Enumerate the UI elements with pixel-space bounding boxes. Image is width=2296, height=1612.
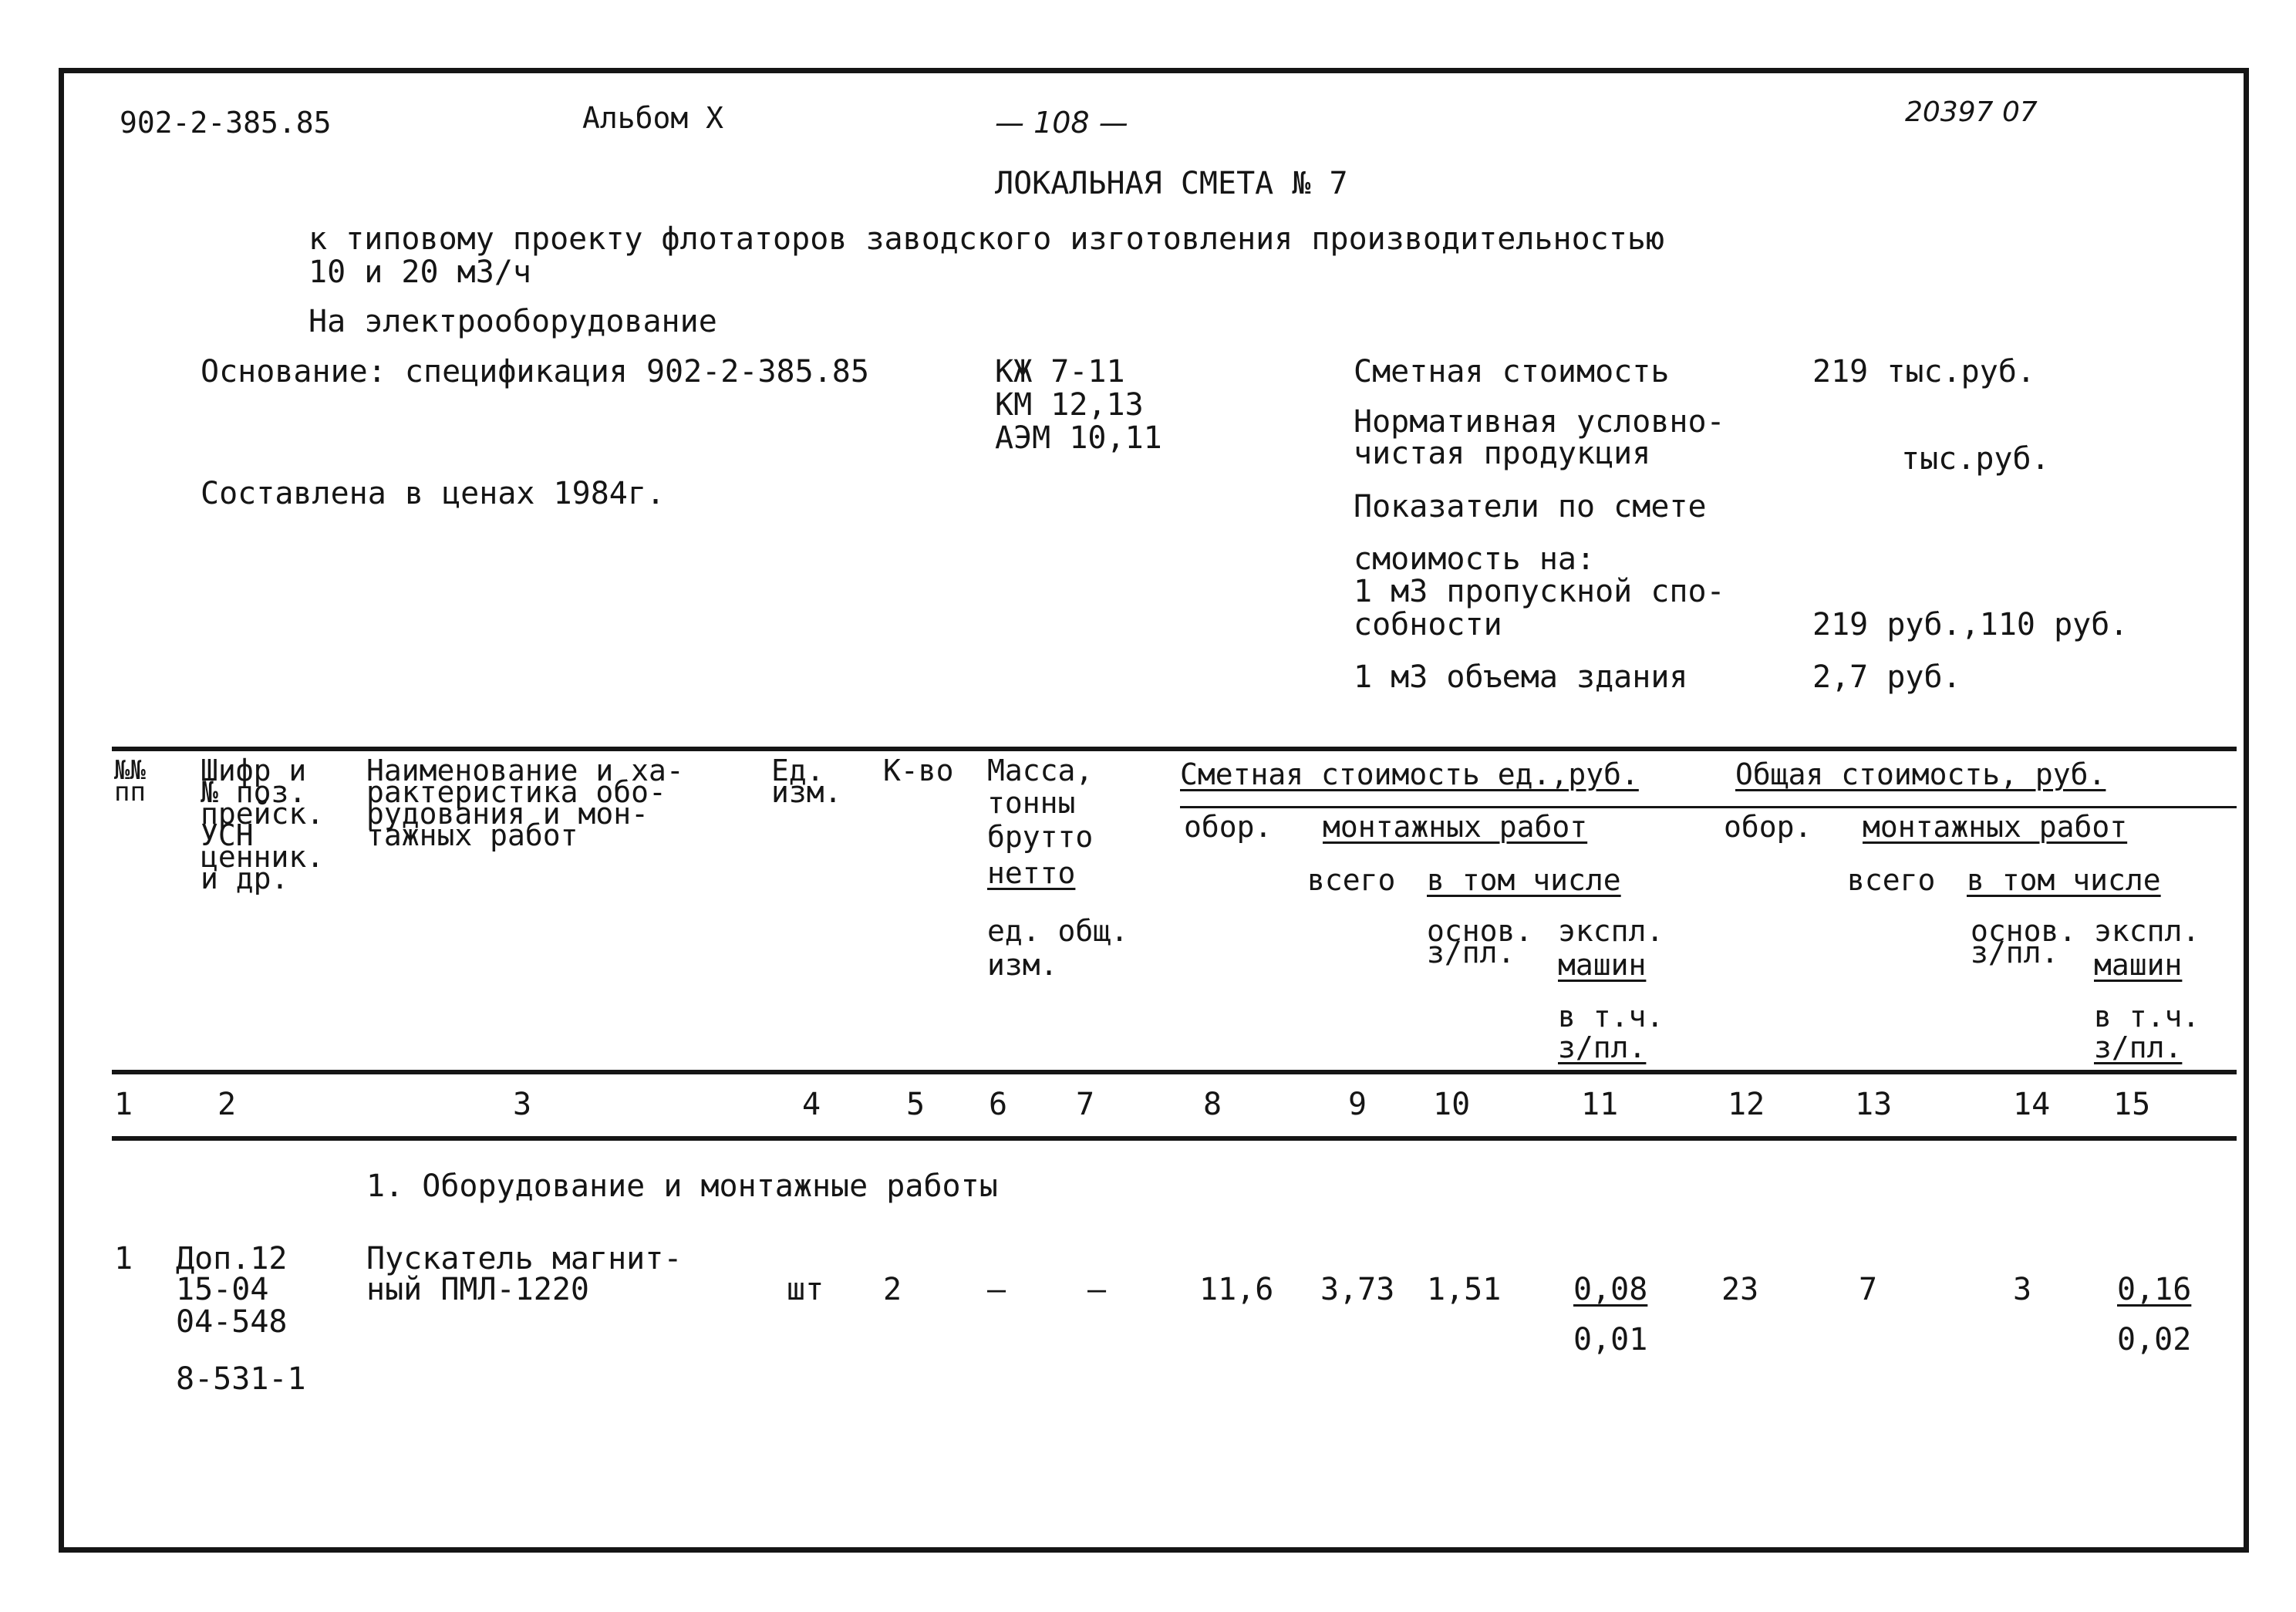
- album-label: Альбом X: [582, 101, 724, 135]
- cost-header-rule: [1180, 806, 2237, 808]
- col-number-7: 7: [1076, 1087, 1095, 1122]
- col-number-1: 1: [114, 1087, 133, 1122]
- col-number-9: 9: [1348, 1087, 1367, 1122]
- estimate-subtitle-line-2: 10 и 20 м3/ч: [308, 255, 531, 290]
- col-header-qty: К-во: [883, 754, 954, 787]
- col-header-equipment-total: обор.: [1724, 810, 1812, 844]
- col-header-total: всего: [1307, 863, 1396, 897]
- row-cell-10: 1,51: [1427, 1272, 1502, 1307]
- row-code-4: 8-531-1: [176, 1361, 306, 1397]
- col-number-2: 2: [217, 1087, 237, 1122]
- col-header-num: №№ пп: [114, 755, 146, 808]
- col-header-incl-pay-2: з/пл.: [1558, 1030, 1647, 1064]
- row-cell-9: 3,73: [1320, 1272, 1395, 1307]
- col-header-basic-pay-2: основ. з/пл.: [1971, 914, 2077, 970]
- cost-label: Сметная стоимость: [1354, 354, 1670, 390]
- col-number-12: 12: [1728, 1087, 1765, 1122]
- col-header-unit: Ед. изм.: [771, 754, 842, 809]
- row-code-2: 15-04: [176, 1272, 269, 1307]
- volume-value: 2,7 руб.: [1812, 659, 1961, 695]
- estimate-subtitle-line-1: к типовому проекту флотаторов заводского изготовления производительностью: [308, 221, 1664, 257]
- col-header-mounting: монтажных работ: [1323, 810, 1588, 844]
- estimate-section: На электрооборудование: [308, 304, 717, 339]
- col-header-mass-3: брутто: [987, 820, 1094, 854]
- column-numbers-rule: [112, 1136, 2237, 1141]
- row-cell-11-bottom: 0,01: [1573, 1322, 1648, 1357]
- basis-label: Основание: спецификация 902-2-385.85: [201, 354, 869, 390]
- capacity-value: 219 руб.,110 руб.: [1812, 607, 2129, 642]
- row-unit: шт: [787, 1272, 824, 1307]
- col-header-incl-pay-total-2: з/пл.: [2094, 1030, 2183, 1064]
- col-number-13: 13: [1855, 1087, 1893, 1122]
- project-code: 902-2-385.85: [120, 106, 332, 140]
- col-number-3: 3: [513, 1087, 532, 1122]
- header-bottom-rule: [112, 1070, 2237, 1074]
- row-name-2: ный ПМЛ-1220: [366, 1272, 589, 1307]
- page-number: — 108 —: [995, 106, 1128, 140]
- col-header-code: Шифр и № поз. прейск. УСН ценник. и др.: [201, 754, 325, 895]
- cost-value: 219 тыс.руб.: [1812, 354, 2035, 390]
- estimate-title: ЛОКАЛЬНАЯ СМЕТА № 7: [995, 166, 1348, 201]
- col-header-incl-2: в том числе: [1967, 863, 2161, 897]
- capacity-label-2: собности: [1354, 607, 1502, 642]
- col-number-6: 6: [989, 1087, 1008, 1122]
- document-number: 20397 07: [1905, 96, 2038, 128]
- basis-ref-1: КЖ 7-11: [995, 354, 1125, 390]
- col-header-mounting-total: монтажных работ: [1863, 810, 2128, 844]
- basis-ref-3: АЭМ 10,11: [995, 420, 1162, 456]
- volume-label: 1 м3 объема здания: [1354, 659, 1688, 695]
- col-number-8: 8: [1203, 1087, 1222, 1122]
- col-header-mass-2: тонны: [987, 786, 1076, 820]
- row-code-1: Доп.12: [176, 1241, 288, 1276]
- row-num: 1: [114, 1241, 133, 1276]
- row-name-1: Пускатель магнит-: [366, 1241, 683, 1276]
- row-cell-12: 23: [1721, 1272, 1759, 1307]
- col-header-machines-total: экспл.: [2094, 914, 2200, 948]
- col-header-mass-1: Масса,: [987, 754, 1094, 787]
- col-header-mass-unit-2: изм.: [987, 948, 1058, 982]
- col-header-equipment: обор.: [1184, 810, 1273, 844]
- col-number-10: 10: [1433, 1087, 1471, 1122]
- col-number-5: 5: [906, 1087, 925, 1122]
- row-qty: 2: [883, 1272, 902, 1307]
- col-header-machines-total-2: машин: [2094, 948, 2183, 982]
- net-production-label-1: Нормативная условно-: [1354, 404, 1725, 440]
- row-cell-13: 7: [1859, 1272, 1878, 1307]
- col-number-15: 15: [2113, 1087, 2151, 1122]
- row-cell-15-bottom: 0,02: [2117, 1322, 2192, 1357]
- col-header-total-cost: Общая стоимость, руб.: [1735, 757, 2106, 791]
- section-title: 1. Оборудование и монтажные работы: [366, 1169, 998, 1204]
- col-header-name: Наименование и ха- рактеристика обо- рудования и мон- тажных работ: [366, 754, 684, 852]
- basis-ref-2: КМ 12,13: [995, 387, 1144, 423]
- row-cell-14: 3: [2013, 1272, 2032, 1307]
- col-number-4: 4: [802, 1087, 821, 1122]
- row-cell-11-top: 0,08: [1573, 1272, 1648, 1307]
- cost-per-label: смоимость на:: [1354, 541, 1596, 577]
- row-mass-unit: —: [987, 1272, 1006, 1307]
- col-header-total-2: всего: [1847, 863, 1936, 897]
- col-number-14: 14: [2013, 1087, 2051, 1122]
- col-header-basic-pay: основ. з/пл.: [1427, 914, 1533, 970]
- net-production-value: тыс.руб.: [1901, 441, 2050, 477]
- col-header-machines: экспл.: [1558, 914, 1664, 948]
- row-cell-15-top: 0,16: [2117, 1272, 2192, 1307]
- col-header-unit-cost: Сметная стоимость ед.,руб.: [1180, 757, 1639, 791]
- col-number-11: 11: [1581, 1087, 1619, 1122]
- prices-note: Составлена в ценах 1984г.: [201, 476, 666, 511]
- table-top-rule: [112, 747, 2237, 751]
- net-production-label-2: чистая продукция: [1354, 436, 1651, 471]
- col-header-incl: в том числе: [1427, 863, 1621, 897]
- col-header-incl-pay-1: в т.ч.: [1558, 1000, 1664, 1034]
- col-header-incl-pay-total-1: в т.ч.: [2094, 1000, 2200, 1034]
- row-cell-8: 11,6: [1199, 1272, 1274, 1307]
- col-header-mass-4: нетто: [987, 856, 1076, 890]
- row-mass-total: —: [1087, 1272, 1107, 1307]
- indicators-label: Показатели по смете: [1354, 489, 1707, 524]
- row-code-3: 04-548: [176, 1304, 288, 1340]
- col-header-mass-unit: ед. общ.: [987, 914, 1129, 948]
- capacity-label-1: 1 м3 пропускной спо-: [1354, 574, 1725, 609]
- col-header-machines-2: машин: [1558, 948, 1647, 982]
